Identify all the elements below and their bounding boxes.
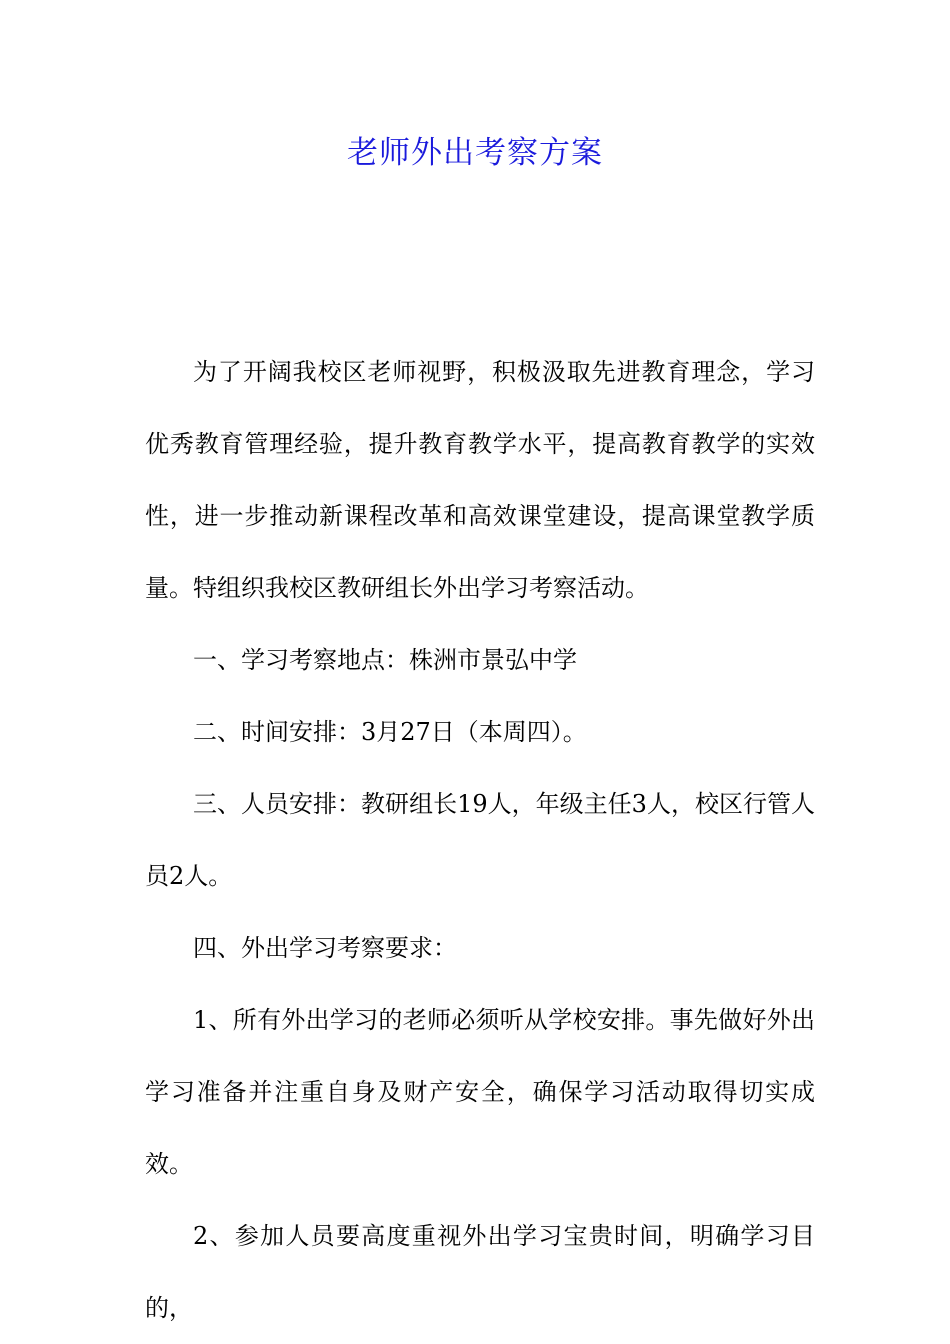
paragraph-requirements-heading: 四、外出学习考察要求： bbox=[193, 934, 457, 962]
paragraph-location: 一、学习考察地点：株洲市景弘中学 bbox=[193, 646, 577, 674]
document-title: 老师外出考察方案 bbox=[347, 135, 603, 171]
paragraph-schedule: 二、时间安排：3月27日（本周四）。 bbox=[193, 718, 587, 746]
paragraph-requirement-1: 1、所有外出学习的老师必须听从学校安排。事先做好外出学习准备并注重自身及财产安全，确保学习活动取得切实成效。 bbox=[145, 1006, 815, 1178]
paragraph-requirement-2: 2、参加人员要高度重视外出学习宝贵时间，明确学习目的， bbox=[145, 1222, 815, 1322]
paragraph-intro: 为了开阔我校区老师视野，积极汲取先进教育理念，学习优秀教育管理经验，提升教育教学水平，提高教育教学的实效性，进一步推动新课程改革和高效课堂建设，提高课堂教学质量。特组织我校区教研组长外出学习考察活动。 bbox=[145, 358, 815, 602]
document-body bbox=[145, 336, 815, 1344]
paragraph-personnel: 三、人员安排：教研组长19人，年级主任3人，校区行管人员2人。 bbox=[145, 790, 815, 890]
